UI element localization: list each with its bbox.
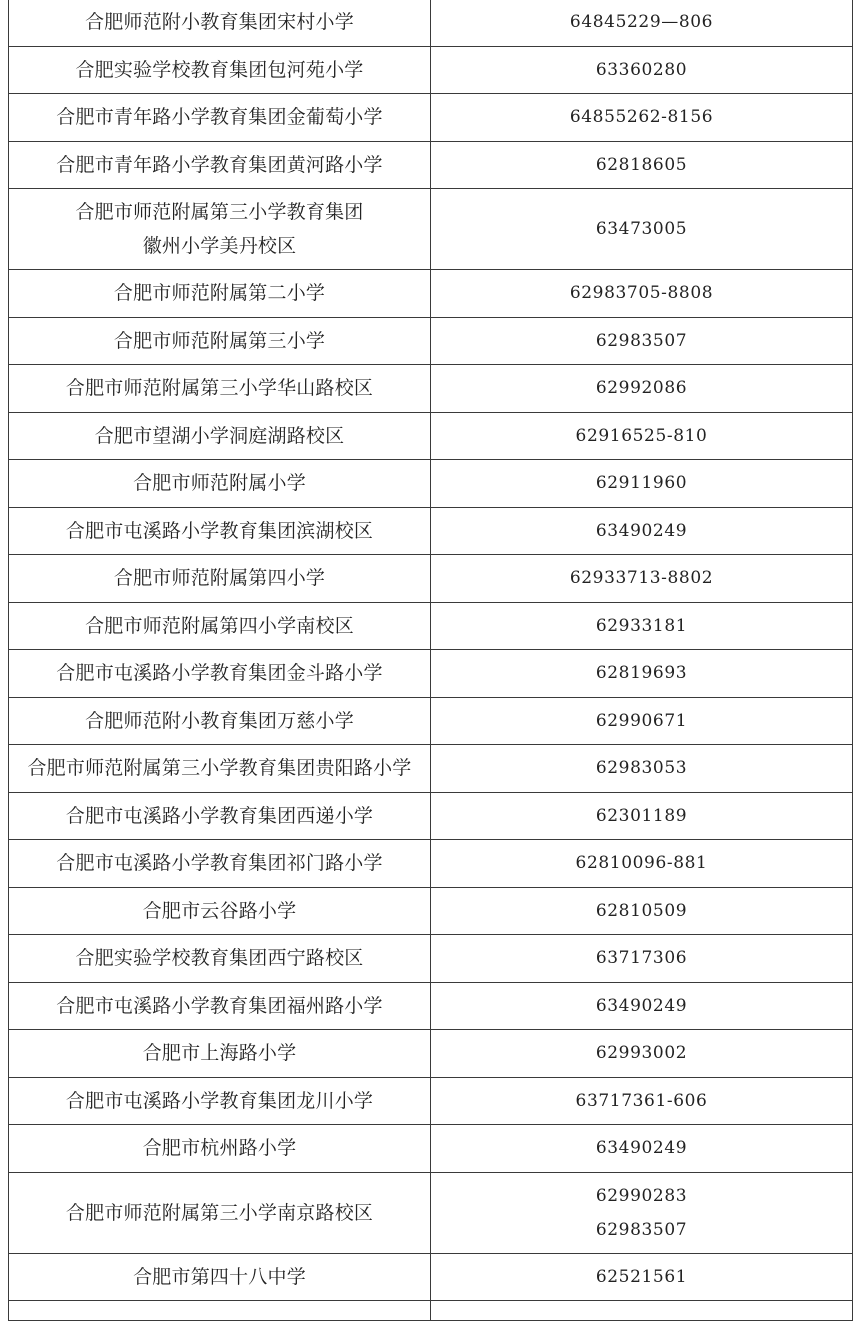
school-name-cell bbox=[9, 365, 431, 413]
phone-number-text: 63490249 bbox=[595, 520, 688, 541]
phone-number-text: 62301189 bbox=[595, 805, 688, 826]
table-row bbox=[9, 935, 853, 983]
school-name-text: 合肥市屯溪路小学教育集团西递小学 bbox=[65, 804, 374, 827]
phone-number-text: 62990283 bbox=[595, 1185, 688, 1206]
phone-cell bbox=[431, 46, 853, 94]
phone-cell bbox=[431, 840, 853, 888]
table-row bbox=[9, 507, 853, 555]
phone-number-text: 62818605 bbox=[595, 154, 688, 175]
school-name-cell bbox=[9, 935, 431, 983]
table-row bbox=[9, 46, 853, 94]
phone-cell bbox=[431, 412, 853, 460]
table-row bbox=[9, 555, 853, 603]
phone-cell bbox=[431, 555, 853, 603]
school-name-text: 合肥市师范附属第四小学 bbox=[113, 567, 326, 590]
table-row bbox=[9, 460, 853, 508]
school-name-cell bbox=[9, 94, 431, 142]
phone-cell bbox=[431, 1030, 853, 1078]
table-row bbox=[9, 412, 853, 460]
school-name-cell bbox=[9, 460, 431, 508]
school-name-text: 合肥市师范附属第四小学南校区 bbox=[85, 614, 354, 637]
phone-number-text: 62990671 bbox=[595, 710, 688, 731]
phone-cell bbox=[431, 1172, 853, 1253]
school-name-text: 合肥市师范附属第三小学 bbox=[113, 329, 326, 352]
school-name-text: 合肥市屯溪路小学教育集团金斗路小学 bbox=[56, 662, 383, 685]
school-name-text: 合肥市青年路小学教育集团黄河路小学 bbox=[56, 153, 383, 176]
school-name-text: 合肥实验学校教育集团包河苑小学 bbox=[75, 58, 364, 81]
phone-cell bbox=[431, 0, 853, 46]
school-name-text: 合肥师范附小教育集团宋村小学 bbox=[85, 11, 354, 34]
school-name-cell bbox=[9, 1253, 431, 1301]
school-name-text: 合肥市师范附属第三小学教育集团贵阳路小学 bbox=[27, 757, 412, 780]
phone-number-text: 62993002 bbox=[595, 1043, 688, 1064]
table-body bbox=[9, 0, 853, 1321]
school-name-text: 合肥市云谷路小学 bbox=[142, 899, 297, 922]
phone-number-text: 62983053 bbox=[595, 758, 688, 779]
phone-number-text: 64855262-8156 bbox=[569, 107, 714, 128]
phone-number-text: 64845229—806 bbox=[569, 12, 714, 33]
phone-number-text: 62933713-8802 bbox=[569, 568, 714, 589]
school-name-cell bbox=[9, 1077, 431, 1125]
phone-cell bbox=[431, 270, 853, 318]
phone-cell bbox=[431, 1077, 853, 1125]
phone-cell bbox=[431, 792, 853, 840]
table-row bbox=[9, 189, 853, 270]
school-name-cell bbox=[9, 46, 431, 94]
school-name-cell bbox=[9, 982, 431, 1030]
school-name-cell bbox=[9, 602, 431, 650]
school-name-text: 合肥市师范附属第三小学华山路校区 bbox=[65, 377, 374, 400]
school-name-cell bbox=[9, 189, 431, 270]
school-name-cell bbox=[9, 1125, 431, 1173]
school-name-text: 合肥市青年路小学教育集团金葡萄小学 bbox=[56, 106, 383, 129]
phone-cell bbox=[431, 650, 853, 698]
phone-cell bbox=[431, 141, 853, 189]
table-row bbox=[9, 1030, 853, 1078]
phone-cell bbox=[431, 460, 853, 508]
phone-number-text: 63717306 bbox=[595, 948, 688, 969]
table-row bbox=[9, 697, 853, 745]
table-row bbox=[9, 1253, 853, 1301]
school-name-text: 合肥市师范附属小学 bbox=[133, 472, 306, 495]
school-name-text: 合肥市上海路小学 bbox=[142, 1042, 297, 1065]
phone-number-text: 63490249 bbox=[595, 1138, 688, 1159]
school-name-text: 合肥师范附小教育集团万慈小学 bbox=[85, 709, 354, 732]
school-name-cell bbox=[9, 1301, 431, 1321]
school-name-text: 合肥市屯溪路小学教育集团龙川小学 bbox=[65, 1089, 374, 1112]
phone-number-text: 63717361-606 bbox=[575, 1090, 708, 1111]
phone-number-text: 62983705-8808 bbox=[569, 283, 714, 304]
phone-cell bbox=[431, 697, 853, 745]
table-row bbox=[9, 840, 853, 888]
phone-number-text: 62983507 bbox=[595, 1219, 688, 1240]
phone-number-text: 62810509 bbox=[595, 900, 688, 921]
school-name-text: 徽州小学美丹校区 bbox=[142, 235, 297, 257]
phone-cell bbox=[431, 317, 853, 365]
phone-cell bbox=[431, 602, 853, 650]
phone-number-text: 63490249 bbox=[595, 995, 688, 1016]
phone-number-text: 63473005 bbox=[595, 219, 688, 239]
phone-cell bbox=[431, 189, 853, 270]
phone-cell bbox=[431, 935, 853, 983]
school-name-text: 合肥市屯溪路小学教育集团祁门路小学 bbox=[56, 852, 383, 875]
school-name-text: 合肥实验学校教育集团西宁路校区 bbox=[75, 947, 364, 970]
school-name-text: 合肥市屯溪路小学教育集团福州路小学 bbox=[56, 994, 383, 1017]
phone-cell bbox=[431, 1125, 853, 1173]
school-name-text: 合肥市望湖小学洞庭湖路校区 bbox=[94, 424, 345, 447]
table-row bbox=[9, 982, 853, 1030]
school-name-cell bbox=[9, 840, 431, 888]
phone-cell bbox=[431, 1301, 853, 1321]
phone-cell bbox=[431, 745, 853, 793]
table-row bbox=[9, 365, 853, 413]
table-row bbox=[9, 94, 853, 142]
table-row bbox=[9, 0, 853, 46]
table-row bbox=[9, 1077, 853, 1125]
school-name-cell bbox=[9, 412, 431, 460]
school-name-text: 合肥市师范附属第二小学 bbox=[113, 282, 326, 305]
phone-cell bbox=[431, 365, 853, 413]
phone-cell bbox=[431, 94, 853, 142]
table-row bbox=[9, 745, 853, 793]
phone-cell bbox=[431, 887, 853, 935]
school-phone-table-container bbox=[8, 0, 852, 1321]
school-name-text: 合肥市屯溪路小学教育集团滨湖校区 bbox=[65, 519, 374, 542]
school-name-cell bbox=[9, 650, 431, 698]
school-name-cell bbox=[9, 270, 431, 318]
school-name-cell bbox=[9, 1030, 431, 1078]
school-name-cell bbox=[9, 141, 431, 189]
phone-number-text: 62983507 bbox=[595, 330, 688, 351]
table-row bbox=[9, 1125, 853, 1173]
phone-number-text: 62521561 bbox=[595, 1266, 688, 1287]
school-name-cell bbox=[9, 887, 431, 935]
phone-number-text: 62819693 bbox=[595, 663, 688, 684]
school-phone-table bbox=[8, 0, 853, 1321]
table-row bbox=[9, 1172, 853, 1253]
school-name-cell bbox=[9, 317, 431, 365]
phone-number-text: 62810096-881 bbox=[575, 853, 708, 874]
school-name-cell bbox=[9, 1172, 431, 1253]
phone-number-text: 62992086 bbox=[595, 378, 688, 399]
phone-cell bbox=[431, 982, 853, 1030]
phone-number-text: 62916525-810 bbox=[575, 425, 708, 446]
table-row bbox=[9, 650, 853, 698]
school-name-text: 合肥市杭州路小学 bbox=[142, 1137, 297, 1160]
phone-number-text: 62911960 bbox=[595, 473, 688, 494]
phone-number-text: 62933181 bbox=[595, 615, 688, 636]
table-row bbox=[9, 887, 853, 935]
table-row bbox=[9, 141, 853, 189]
school-name-cell bbox=[9, 507, 431, 555]
school-name-cell bbox=[9, 697, 431, 745]
phone-number-text: 63360280 bbox=[595, 59, 688, 80]
table-row bbox=[9, 317, 853, 365]
table-row-partial bbox=[9, 1301, 853, 1321]
school-name-text: 合肥市第四十八中学 bbox=[133, 1265, 306, 1288]
table-row bbox=[9, 270, 853, 318]
school-name-cell bbox=[9, 0, 431, 46]
table-row bbox=[9, 602, 853, 650]
school-name-cell bbox=[9, 555, 431, 603]
phone-cell bbox=[431, 1253, 853, 1301]
school-name-cell bbox=[9, 745, 431, 793]
table-row bbox=[9, 792, 853, 840]
school-name-cell bbox=[9, 792, 431, 840]
school-name-text: 合肥市师范附属第三小学教育集团 bbox=[75, 201, 364, 223]
school-name-text: 合肥市师范附属第三小学南京路校区 bbox=[65, 1201, 374, 1224]
phone-cell bbox=[431, 507, 853, 555]
